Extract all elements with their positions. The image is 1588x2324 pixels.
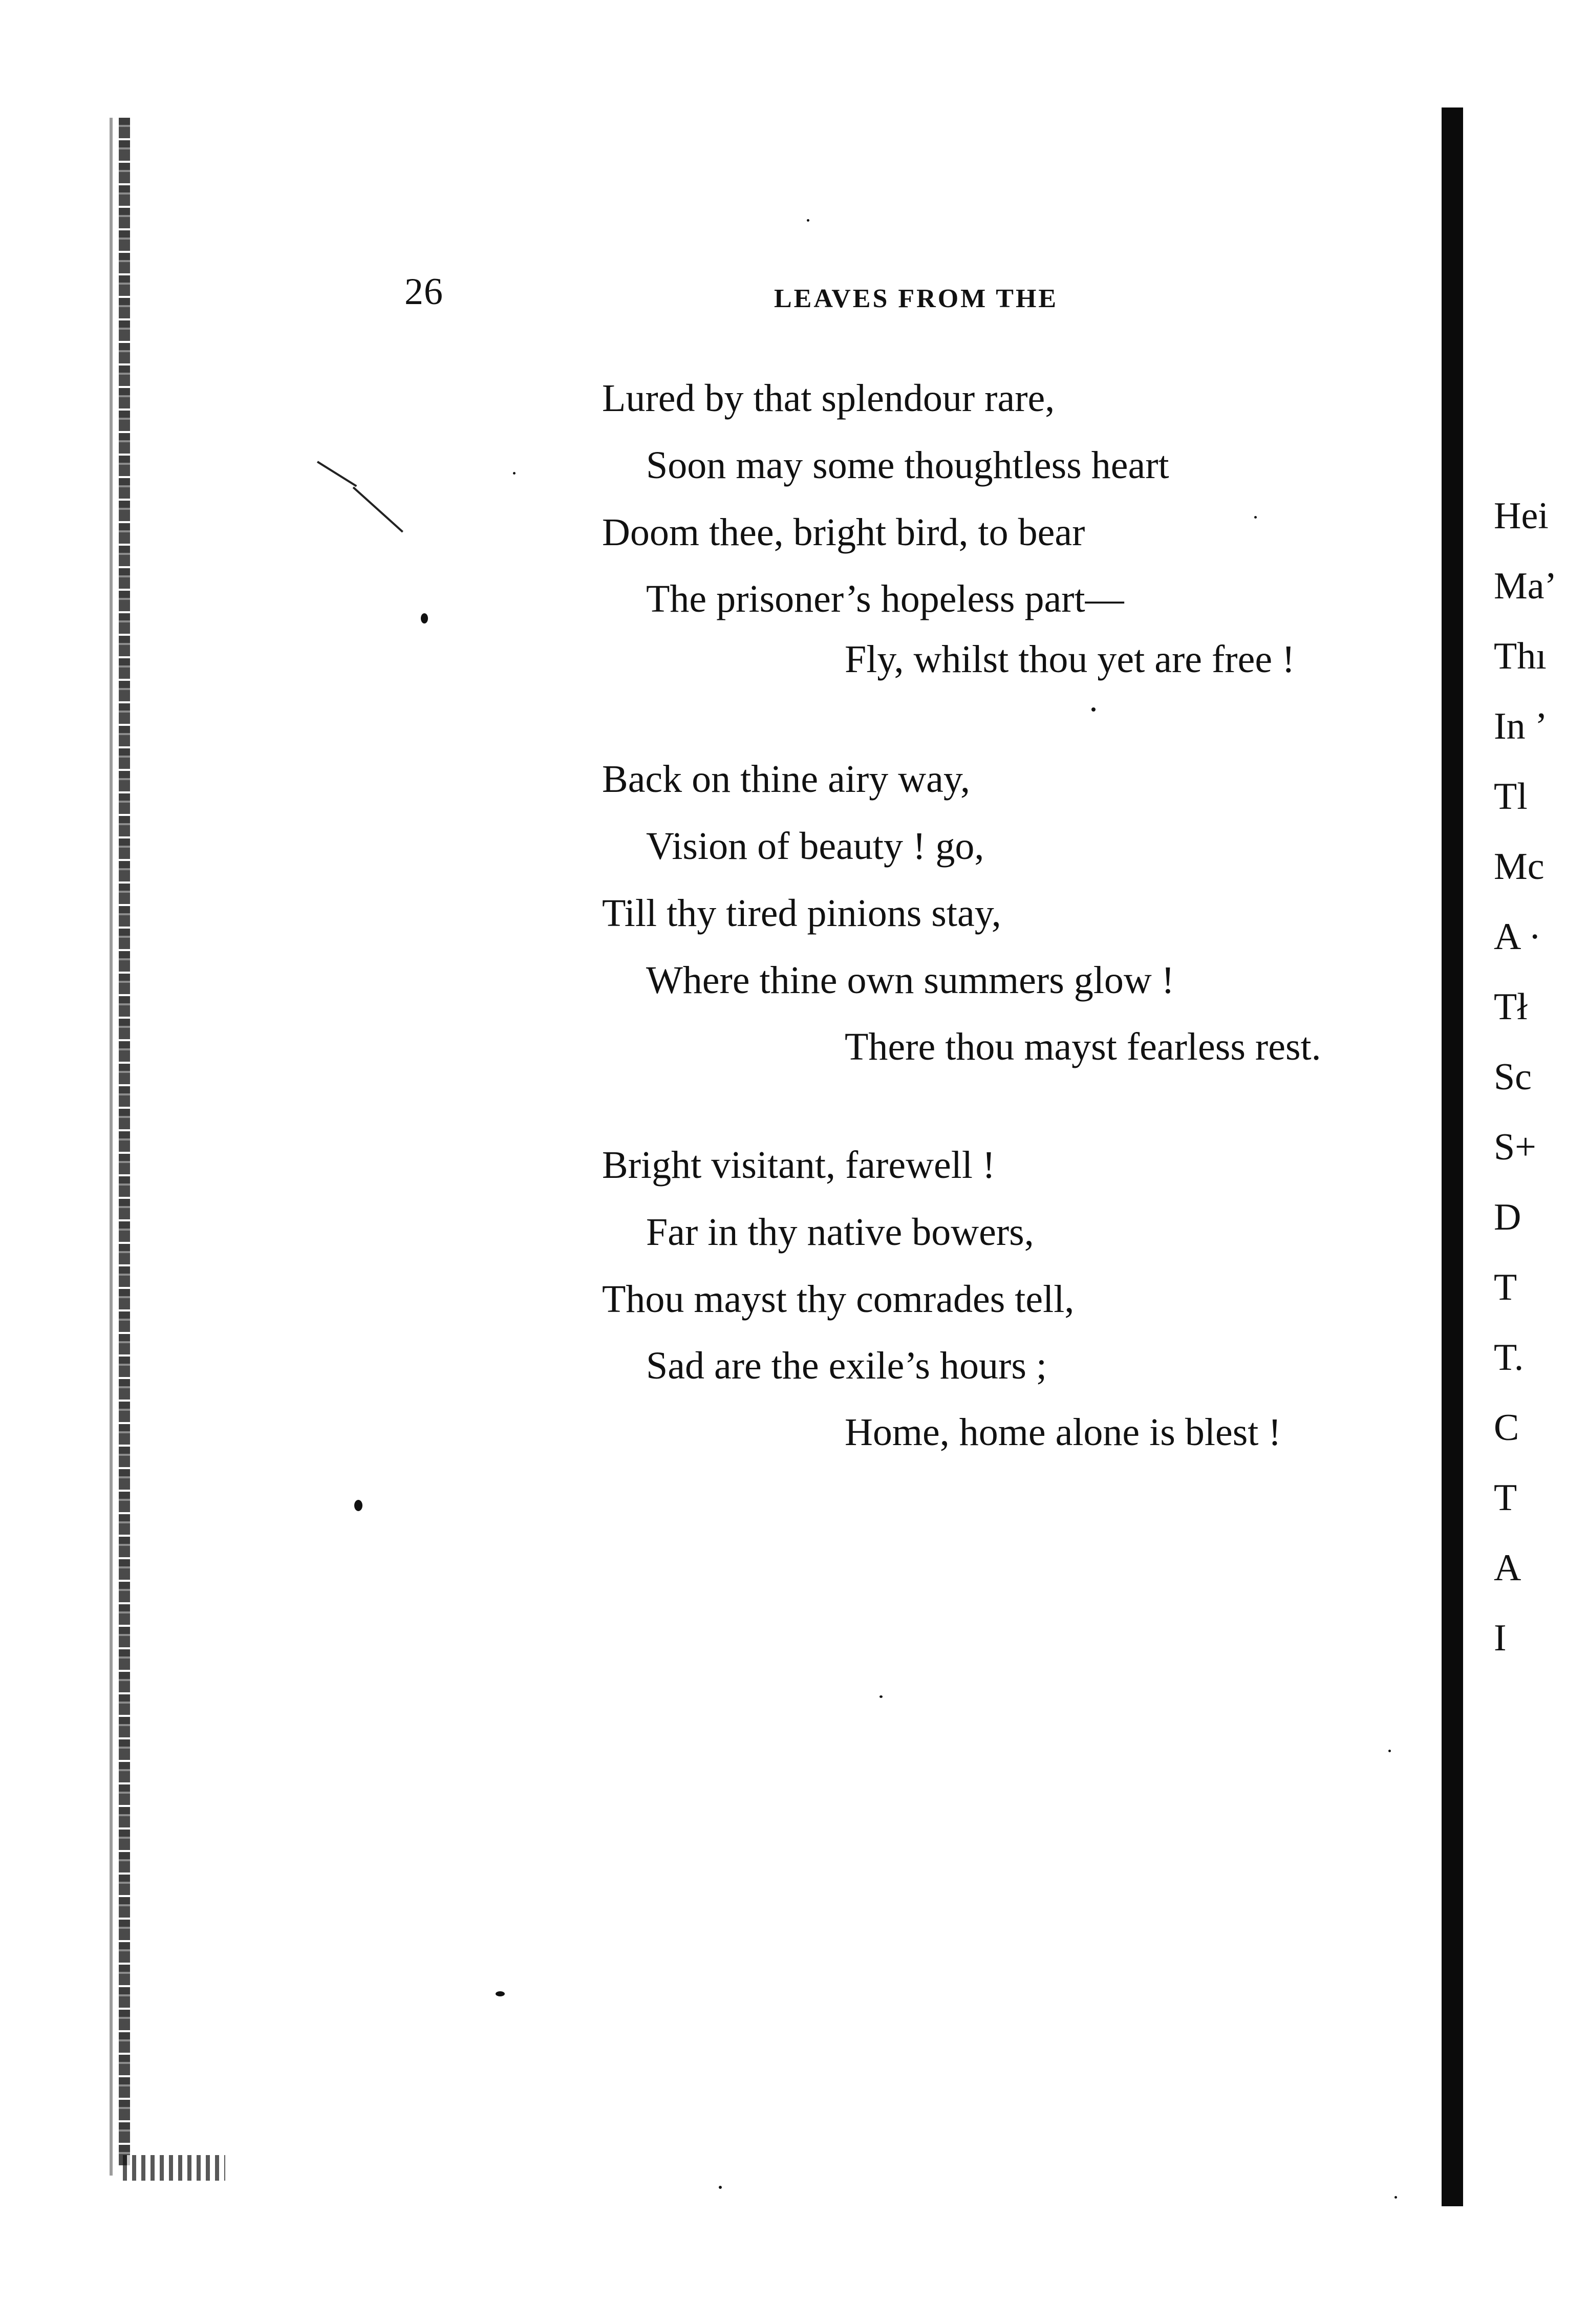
scan-speck (353, 487, 403, 533)
poem-line: There thou mayst fearless rest. (845, 1025, 1321, 1068)
facing-page-fragment: S+ (1494, 1126, 1536, 1168)
facing-page-fragment: D (1494, 1196, 1521, 1238)
facing-page-fragment: T. (1494, 1337, 1524, 1379)
facing-page-fragment: Sc (1494, 1056, 1532, 1098)
poem-line: Where thine own summers glow ! (646, 959, 1175, 1002)
poem-line: Soon may some thoughtless heart (646, 444, 1169, 487)
facing-page-fragment: Mc (1494, 846, 1544, 888)
poem-line: Back on thine airy way, (602, 758, 970, 801)
poem-line: Bright visitant, farewell ! (602, 1144, 996, 1187)
scan-speck (807, 219, 809, 222)
scan-speck (1394, 2196, 1397, 2199)
facing-page-fragment: T (1494, 1266, 1517, 1308)
facing-page-fragment: A · (1494, 916, 1541, 958)
scan-speck (879, 1695, 883, 1698)
scan-speck (1388, 1750, 1391, 1752)
facing-page-fragment: C (1494, 1407, 1519, 1449)
poem-line: Sad are the exile’s hours ; (646, 1344, 1047, 1387)
poem-line: Lured by that splendour rare, (602, 377, 1055, 420)
scan-edge-foot (123, 2155, 225, 2181)
facing-page-fragment: I (1494, 1617, 1507, 1659)
binding-gutter (1442, 107, 1463, 2206)
scan-left-edge (119, 118, 130, 2165)
facing-page-fragment: Thı (1494, 635, 1547, 677)
poem-line: The prisoner’s hopeless part— (646, 577, 1124, 620)
scan-speck (1091, 707, 1096, 712)
poem-line: Far in thy native bowers, (646, 1211, 1034, 1254)
poem-line: Doom thee, bright bird, to bear (602, 511, 1085, 554)
scan-speck (1254, 516, 1257, 519)
poem-line: Vision of beauty ! go, (646, 825, 984, 868)
scan-speck (421, 613, 428, 623)
poem-line: Thou mayst thy comrades tell, (602, 1278, 1075, 1321)
running-head: LEAVES FROM THE (774, 284, 1059, 313)
facing-page-fragment: In ’ (1494, 705, 1548, 747)
facing-page-fragment: Ma’ (1494, 565, 1557, 607)
scan-edge-shadow (110, 118, 113, 2176)
facing-page-fragments (1494, 481, 1588, 1673)
facing-page-fragment: Tł (1494, 986, 1528, 1028)
facing-page-fragment: T (1494, 1477, 1517, 1519)
poem-line: Till thy tired pinions stay, (602, 892, 1001, 935)
scan-speck (719, 2186, 722, 2189)
poem-line: Home, home alone is blest ! (845, 1411, 1281, 1454)
scan-speck (496, 1991, 505, 1996)
scan-speck (354, 1500, 362, 1511)
poem-line: Fly, whilst thou yet are free ! (845, 638, 1295, 681)
facing-page-fragment: Hei (1494, 495, 1549, 537)
facing-page-fragment: A (1494, 1547, 1521, 1589)
page-number: 26 (404, 271, 443, 313)
facing-page-fragment: Tl (1494, 776, 1528, 817)
scan-speck (317, 461, 357, 487)
scan-speck (513, 472, 516, 475)
